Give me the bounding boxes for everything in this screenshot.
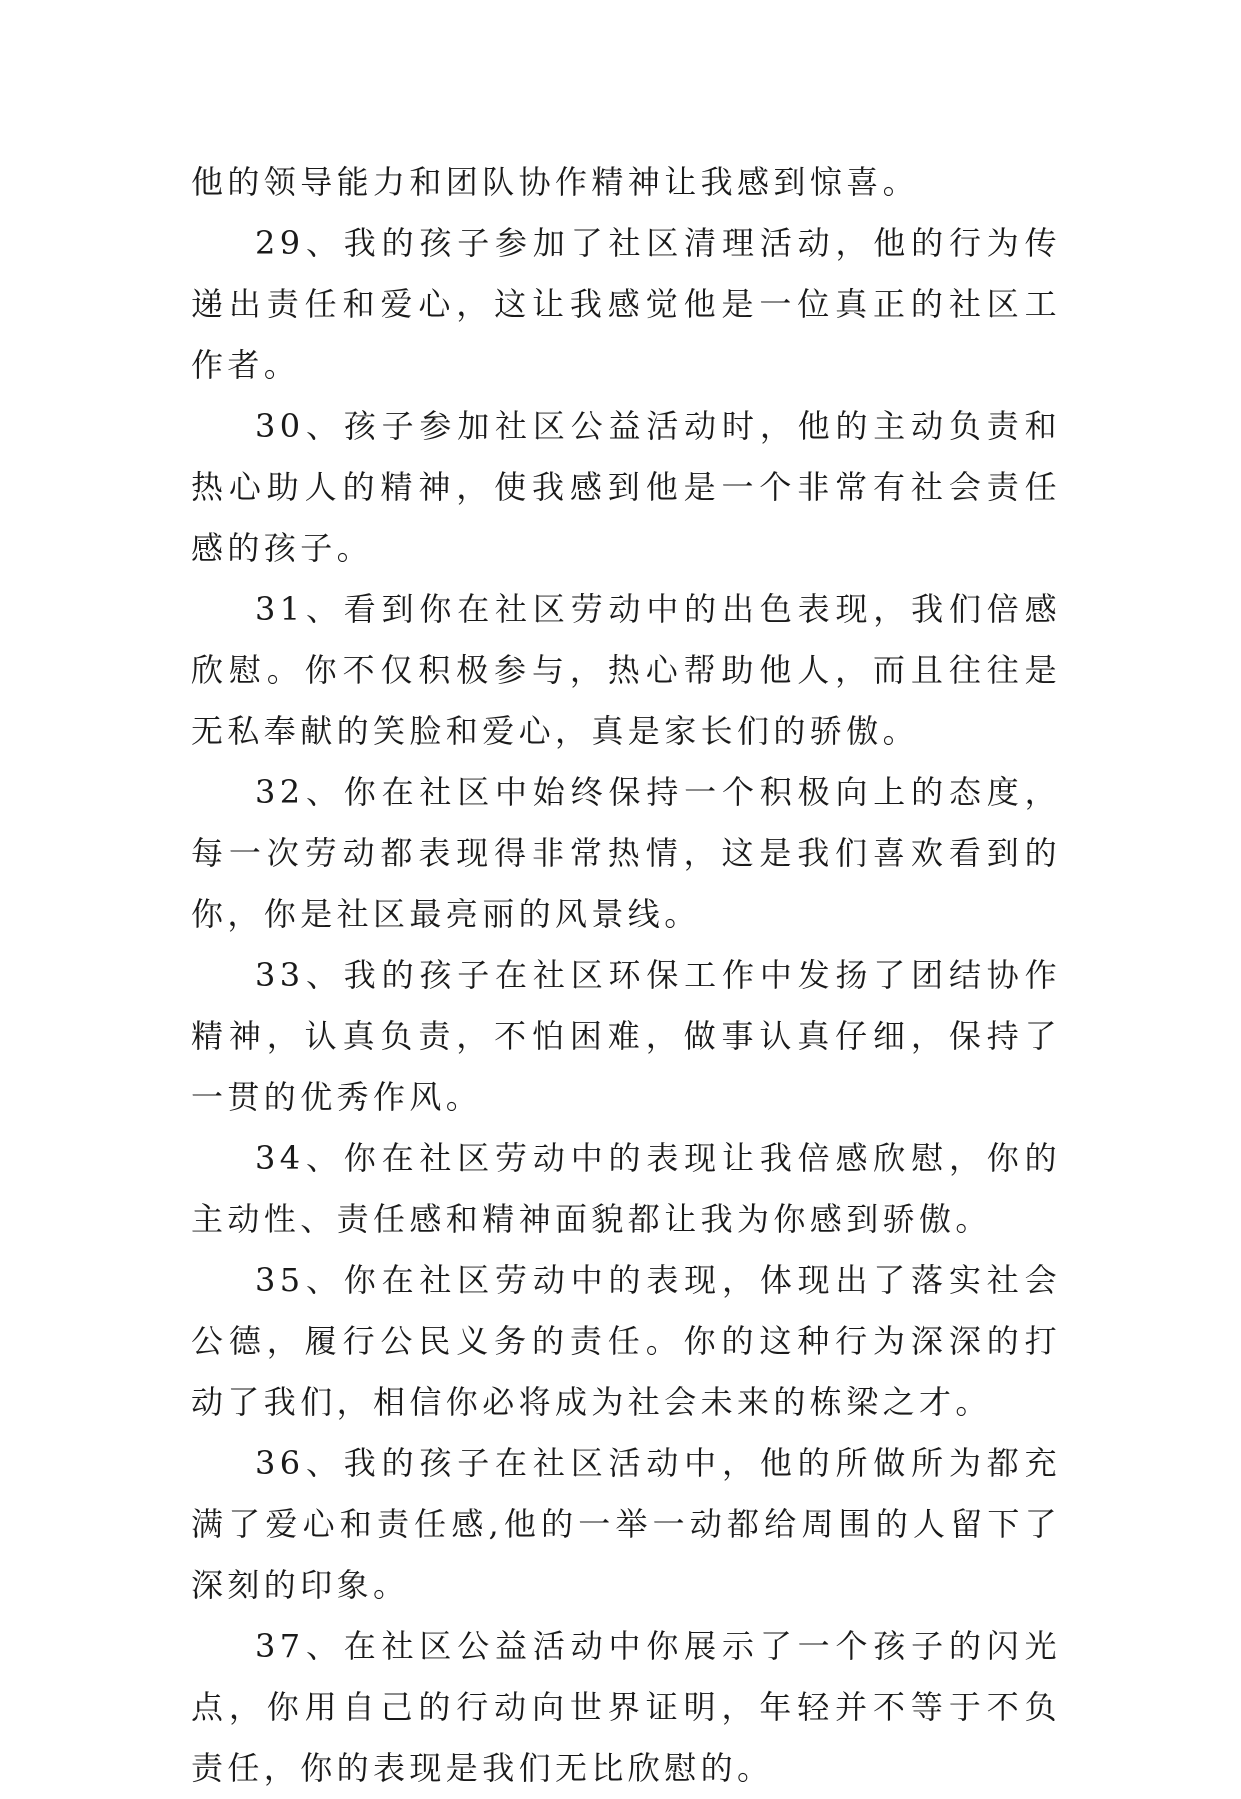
- paragraph-37: 37、在社区公益活动中你展示了一个孩子的闪光点，你用自己的行动向世界证明，年轻并不等于不负责任，你的表现是我们无比欣慰的。: [191, 1627, 1061, 1787]
- paragraph-36: 36、我的孩子在社区活动中，他的所做所为都充满了爱心和责任感,他的一举一动都给周围的人留下了深刻的印象。: [191, 1444, 1061, 1604]
- paragraph-34: 34、你在社区劳动中的表现让我倍感欣慰，你的主动性、责任感和精神面貌都让我为你感到骄傲。: [191, 1139, 1061, 1238]
- paragraph-continuation: 他的领导能力和团队协作精神让我感到惊喜。: [191, 163, 920, 201]
- paragraph-31: 31、看到你在社区劳动中的出色表现，我们倍感欣慰。你不仅积极参与，热心帮助他人，而且往往是无私奉献的笑脸和爱心，真是家长们的骄傲。: [191, 590, 1061, 750]
- paragraph-29: 29、我的孩子参加了社区清理活动，他的行为传递出责任和爱心，这让我感觉他是一位真正的社区工作者。: [191, 224, 1061, 384]
- paragraph-30: 30、孩子参加社区公益活动时，他的主动负责和热心助人的精神，使我感到他是一个非常有社会责任感的孩子。: [191, 407, 1061, 567]
- paragraph-33: 33、我的孩子在社区环保工作中发扬了团结协作精神，认真负责，不怕困难，做事认真仔细，保持了一贯的优秀作风。: [191, 956, 1061, 1116]
- paragraph-35: 35、你在社区劳动中的表现，体现出了落实社会公德，履行公民义务的责任。你的这种行为深深的打动了我们，相信你必将成为社会未来的栋梁之才。: [191, 1261, 1061, 1421]
- paragraph-32: 32、你在社区中始终保持一个积极向上的态度，每一次劳动都表现得非常热情，这是我们喜欢看到的你，你是社区最亮丽的风景线。: [191, 773, 1061, 933]
- document-body: [191, 152, 1061, 1799]
